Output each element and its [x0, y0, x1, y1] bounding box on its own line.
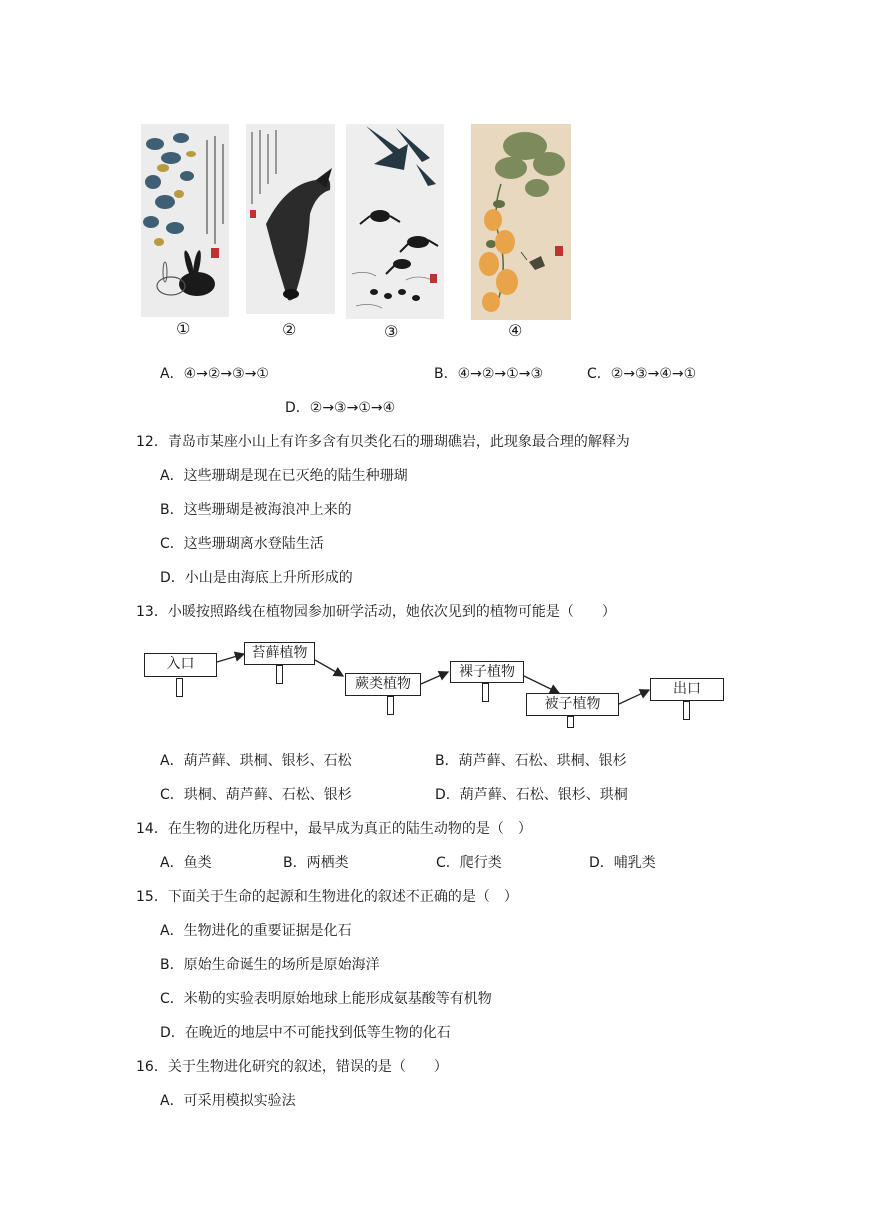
q13-option-a[interactable]: A．葫芦藓、珙桐、银杉、石松: [160, 753, 352, 769]
flow-angiosperm-post: [567, 716, 574, 728]
q14-option-a[interactable]: A．鱼类: [160, 855, 212, 871]
route-arrows: [140, 638, 730, 728]
q11-option-c[interactable]: C．②→③→④→①: [587, 366, 697, 382]
flow-exit-post: [683, 701, 690, 720]
q12-option-a[interactable]: A．这些珊瑚是现在已灭绝的陆生种珊瑚: [160, 468, 408, 484]
flow-moss: 苔藓植物: [244, 642, 315, 665]
q13-option-d[interactable]: D．葫芦藓、石松、银杉、珙桐: [435, 787, 628, 803]
flow-exit: 出口: [650, 678, 724, 701]
flow-fern: 蕨类植物: [345, 673, 421, 696]
route-diagram: [140, 638, 730, 728]
flow-entrance: 入口: [144, 653, 217, 677]
painting-frogs: [346, 124, 444, 319]
flow-entrance-post: [176, 678, 183, 697]
q12-option-c[interactable]: C．这些珊瑚离水登陆生活: [160, 536, 324, 552]
flow-moss-post: [276, 665, 283, 684]
q14-option-b[interactable]: B．两栖类: [283, 855, 349, 871]
q12-option-b[interactable]: B．这些珊瑚是被海浪冲上来的: [160, 502, 352, 518]
painting-gourds: [471, 124, 571, 320]
q14-option-d[interactable]: D．哺乳类: [589, 855, 656, 871]
flow-gymnosperm-post: [482, 683, 489, 702]
q15-option-b[interactable]: B．原始生命诞生的场所是原始海洋: [160, 957, 380, 973]
flow-fern-post: [387, 696, 394, 715]
q13-stem: 13．小暖按照路线在植物园参加研学活动，她依次见到的植物可能是（ ）: [136, 604, 616, 620]
painting-label-1: ①: [176, 319, 191, 338]
painting-label-4: ④: [508, 321, 523, 340]
q15-stem: 15．下面关于生命的起源和生物进化的叙述不正确的是（ ）: [136, 889, 518, 905]
painting-rabbits: [141, 124, 229, 317]
q16-stem: 16．关于生物进化研究的叙述，错误的是（ ）: [136, 1059, 448, 1075]
q14-stem: 14．在生物的进化历程中，最早成为真正的陆生动物的是（ ）: [136, 821, 532, 837]
q12-option-d[interactable]: D．小山是由海底上升所形成的: [160, 570, 353, 586]
q15-option-d[interactable]: D．在晚近的地层中不可能找到低等生物的化石: [160, 1025, 451, 1041]
q15-option-a[interactable]: A．生物进化的重要证据是化石: [160, 923, 352, 939]
q12-stem: 12．青岛市某座小山上有许多含有贝类化石的珊瑚礁岩，此现象最合理的解释为: [136, 434, 630, 450]
flow-angiosperm: 被子植物: [526, 693, 619, 716]
q13-option-c[interactable]: C．珙桐、葫芦藓、石松、银杉: [160, 787, 352, 803]
q11-option-d[interactable]: D．②→③→①→④: [285, 400, 396, 416]
painting-label-3: ③: [384, 322, 399, 341]
painting-fish: [246, 124, 335, 314]
q13-option-b[interactable]: B．葫芦藓、石松、珙桐、银杉: [435, 753, 627, 769]
q14-option-c[interactable]: C．爬行类: [436, 855, 502, 871]
q15-option-c[interactable]: C．米勒的实验表明原始地球上能形成氨基酸等有机物: [160, 991, 492, 1007]
flow-gymnosperm: 裸子植物: [450, 661, 524, 683]
q11-option-a[interactable]: A．④→②→③→①: [160, 366, 269, 382]
q11-option-b[interactable]: B．④→②→①→③: [434, 366, 543, 382]
q16-option-a[interactable]: A．可采用模拟实验法: [160, 1093, 296, 1109]
painting-label-2: ②: [282, 320, 297, 339]
